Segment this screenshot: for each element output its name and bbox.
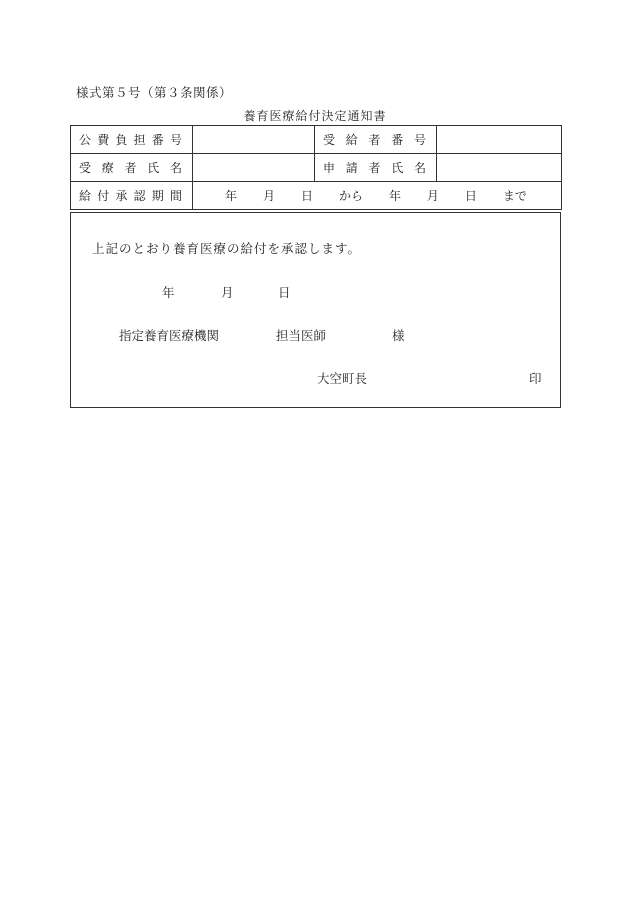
approval-statement: 上記のとおり養育医療の給付を承認します。 — [92, 241, 362, 256]
approval-period-field[interactable] — [193, 182, 562, 210]
public-fee-number-label: 公費負担番号 — [71, 126, 193, 154]
approval-period-label: 給付承認期間 — [71, 182, 193, 210]
mayor-label: 大空町長 — [317, 371, 368, 386]
doctor-label: 担当医師 — [276, 328, 327, 343]
patient-name-field[interactable] — [193, 154, 315, 182]
period-until: まで — [502, 189, 527, 203]
patient-name-label: 受療者氏名 — [71, 154, 193, 182]
date-year: 年 — [162, 285, 175, 300]
recipient-number-label: 受給者番号 — [315, 126, 437, 154]
period-from: から — [338, 189, 363, 203]
public-fee-number-field[interactable] — [193, 126, 315, 154]
applicant-name-label: 申請者氏名 — [315, 154, 437, 182]
recipient-number-field[interactable] — [437, 126, 562, 154]
date-day: 日 — [278, 285, 291, 300]
info-table — [70, 125, 562, 210]
approval-body — [70, 212, 561, 408]
table-row — [71, 154, 562, 182]
institution-label: 指定養育医療機関 — [119, 328, 220, 343]
seal-label: 印 — [529, 371, 542, 386]
date-month: 月 — [221, 285, 234, 300]
form-number-label: 様式第５号（第３条関係） — [76, 85, 233, 100]
document-title: 養育医療給付決定通知書 — [243, 109, 387, 123]
applicant-name-field[interactable] — [437, 154, 562, 182]
table-row — [71, 182, 562, 210]
period-day-2: 日 — [464, 189, 477, 203]
table-row — [71, 126, 562, 154]
period-year-1: 年 — [225, 189, 238, 203]
period-month-1: 月 — [262, 189, 275, 203]
period-year-2: 年 — [388, 189, 401, 203]
period-day-1: 日 — [300, 189, 313, 203]
honorific-label: 様 — [392, 328, 405, 343]
period-month-2: 月 — [426, 189, 439, 203]
